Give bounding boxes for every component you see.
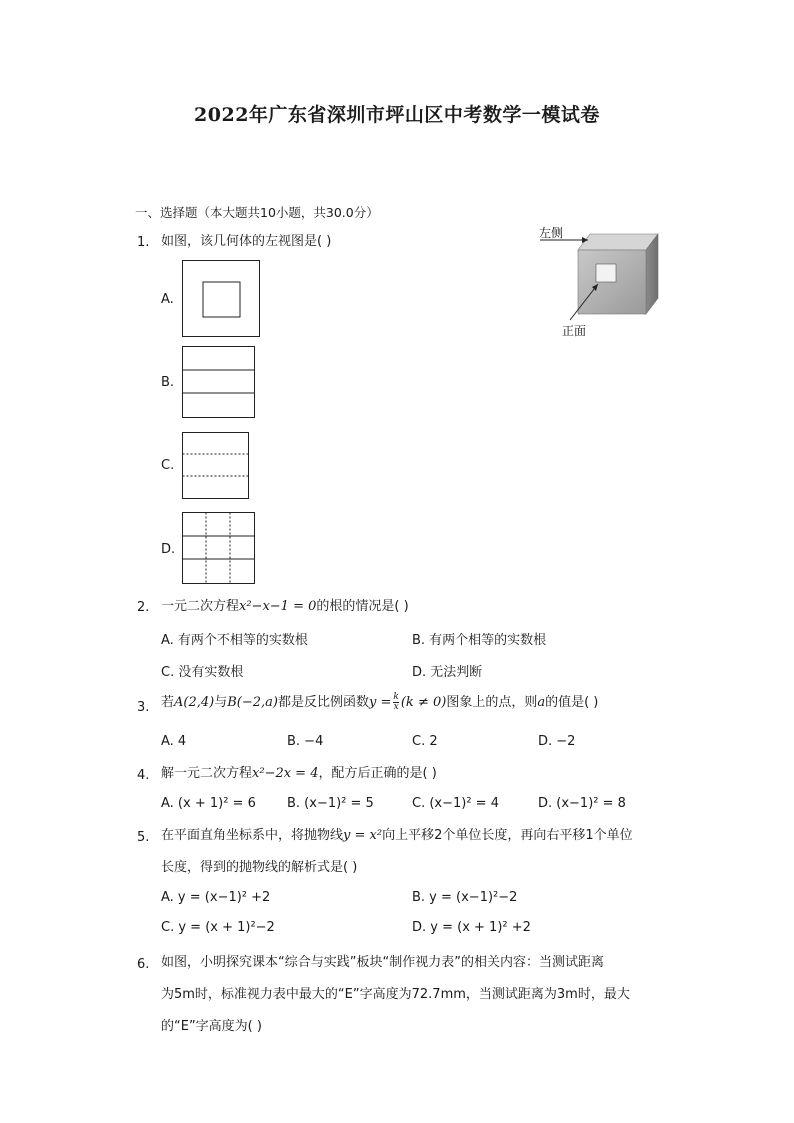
q1-option-a-label: A. (161, 292, 174, 307)
q2-option-a: A. 有两个不相等的实数根 (161, 633, 308, 648)
question-3-text: 若A(2,4)与B(−2,a)都是反比例函数y = $\frac{k}{x}$ (k ≠ 0)图象上的点，则a的值是( ) (161, 692, 599, 712)
page-title: 2022年广东省深圳市坪山区中考数学一模试卷 (194, 104, 600, 126)
question-6-line-2: 为5m时，标准视力表中最大的“E”字高度为72.7mm，当测试距离为3m时，最大 (161, 987, 630, 1002)
figure-front-label: 正面 (562, 324, 587, 338)
question-4-text: 解一元二次方程x²−2x = 4，配方后正确的是( ) (161, 766, 437, 781)
q2-option-c: C. 没有实数根 (161, 665, 244, 680)
q1-option-b-figure (182, 346, 256, 418)
question-5-line-1: 在平面直角坐标系中，将抛物线y = x²向上平移2个单位长度，再向右平移1个单位 (161, 828, 633, 843)
q5-option-a: A. y = (x−1)² +2 (161, 890, 271, 905)
q5-option-d: D. y = (x + 1)² +2 (412, 920, 531, 935)
question-3-number: 3. (137, 700, 150, 715)
question-5-number: 5. (137, 830, 150, 845)
q1-option-d-figure (182, 512, 256, 584)
question-1-number: 1. (137, 235, 150, 250)
q3-option-d: D. −2 (538, 734, 576, 749)
q4-option-a: A. (x + 1)² = 6 (161, 796, 256, 811)
figure-left-label: 左侧 (539, 226, 564, 240)
question-6-number: 6. (137, 957, 150, 972)
q5-option-b: B. y = (x−1)²−2 (412, 890, 518, 905)
q4-option-b: B. (x−1)² = 5 (287, 796, 374, 811)
q5-option-c: C. y = (x + 1)²−2 (161, 920, 275, 935)
q4-option-d: D. (x−1)² = 8 (538, 796, 626, 811)
q3-option-a: A. 4 (161, 734, 187, 749)
question-6-line-1: 如图，小明探究课本“综合与实践”板块“制作视力表”的相关内容：当测试距离 (161, 955, 604, 970)
question-2-number: 2. (137, 600, 150, 615)
q1-option-c-label: C. (161, 458, 175, 473)
q1-option-a-figure (182, 260, 262, 338)
question-2-text: 一元二次方程x²−x−1 = 0的根的情况是( ) (161, 599, 409, 614)
question-6-line-3: 的“E”字高度为( ) (161, 1019, 262, 1034)
q4-option-c: C. (x−1)² = 4 (412, 796, 499, 811)
question-4-number: 4. (137, 768, 150, 783)
question-1-text: 如图，该几何体的左视图是( ) (161, 234, 332, 249)
section-heading: 一、选择题（本大题共10小题，共30.0分） (135, 205, 379, 220)
q2-option-d: D. 无法判断 (412, 665, 483, 680)
question-5-line-2: 长度，得到的抛物线的解析式是( ) (161, 860, 358, 875)
fraction-k-over-x: $\frac{k}{x}$ (393, 692, 399, 712)
q3-option-b: B. −4 (287, 734, 324, 749)
q1-option-b-label: B. (161, 375, 175, 390)
q1-option-d-label: D. (161, 542, 176, 557)
q1-option-c-figure (182, 432, 250, 500)
q3-option-c: C. 2 (412, 734, 438, 749)
q2-option-b: B. 有两个相等的实数根 (412, 633, 547, 648)
